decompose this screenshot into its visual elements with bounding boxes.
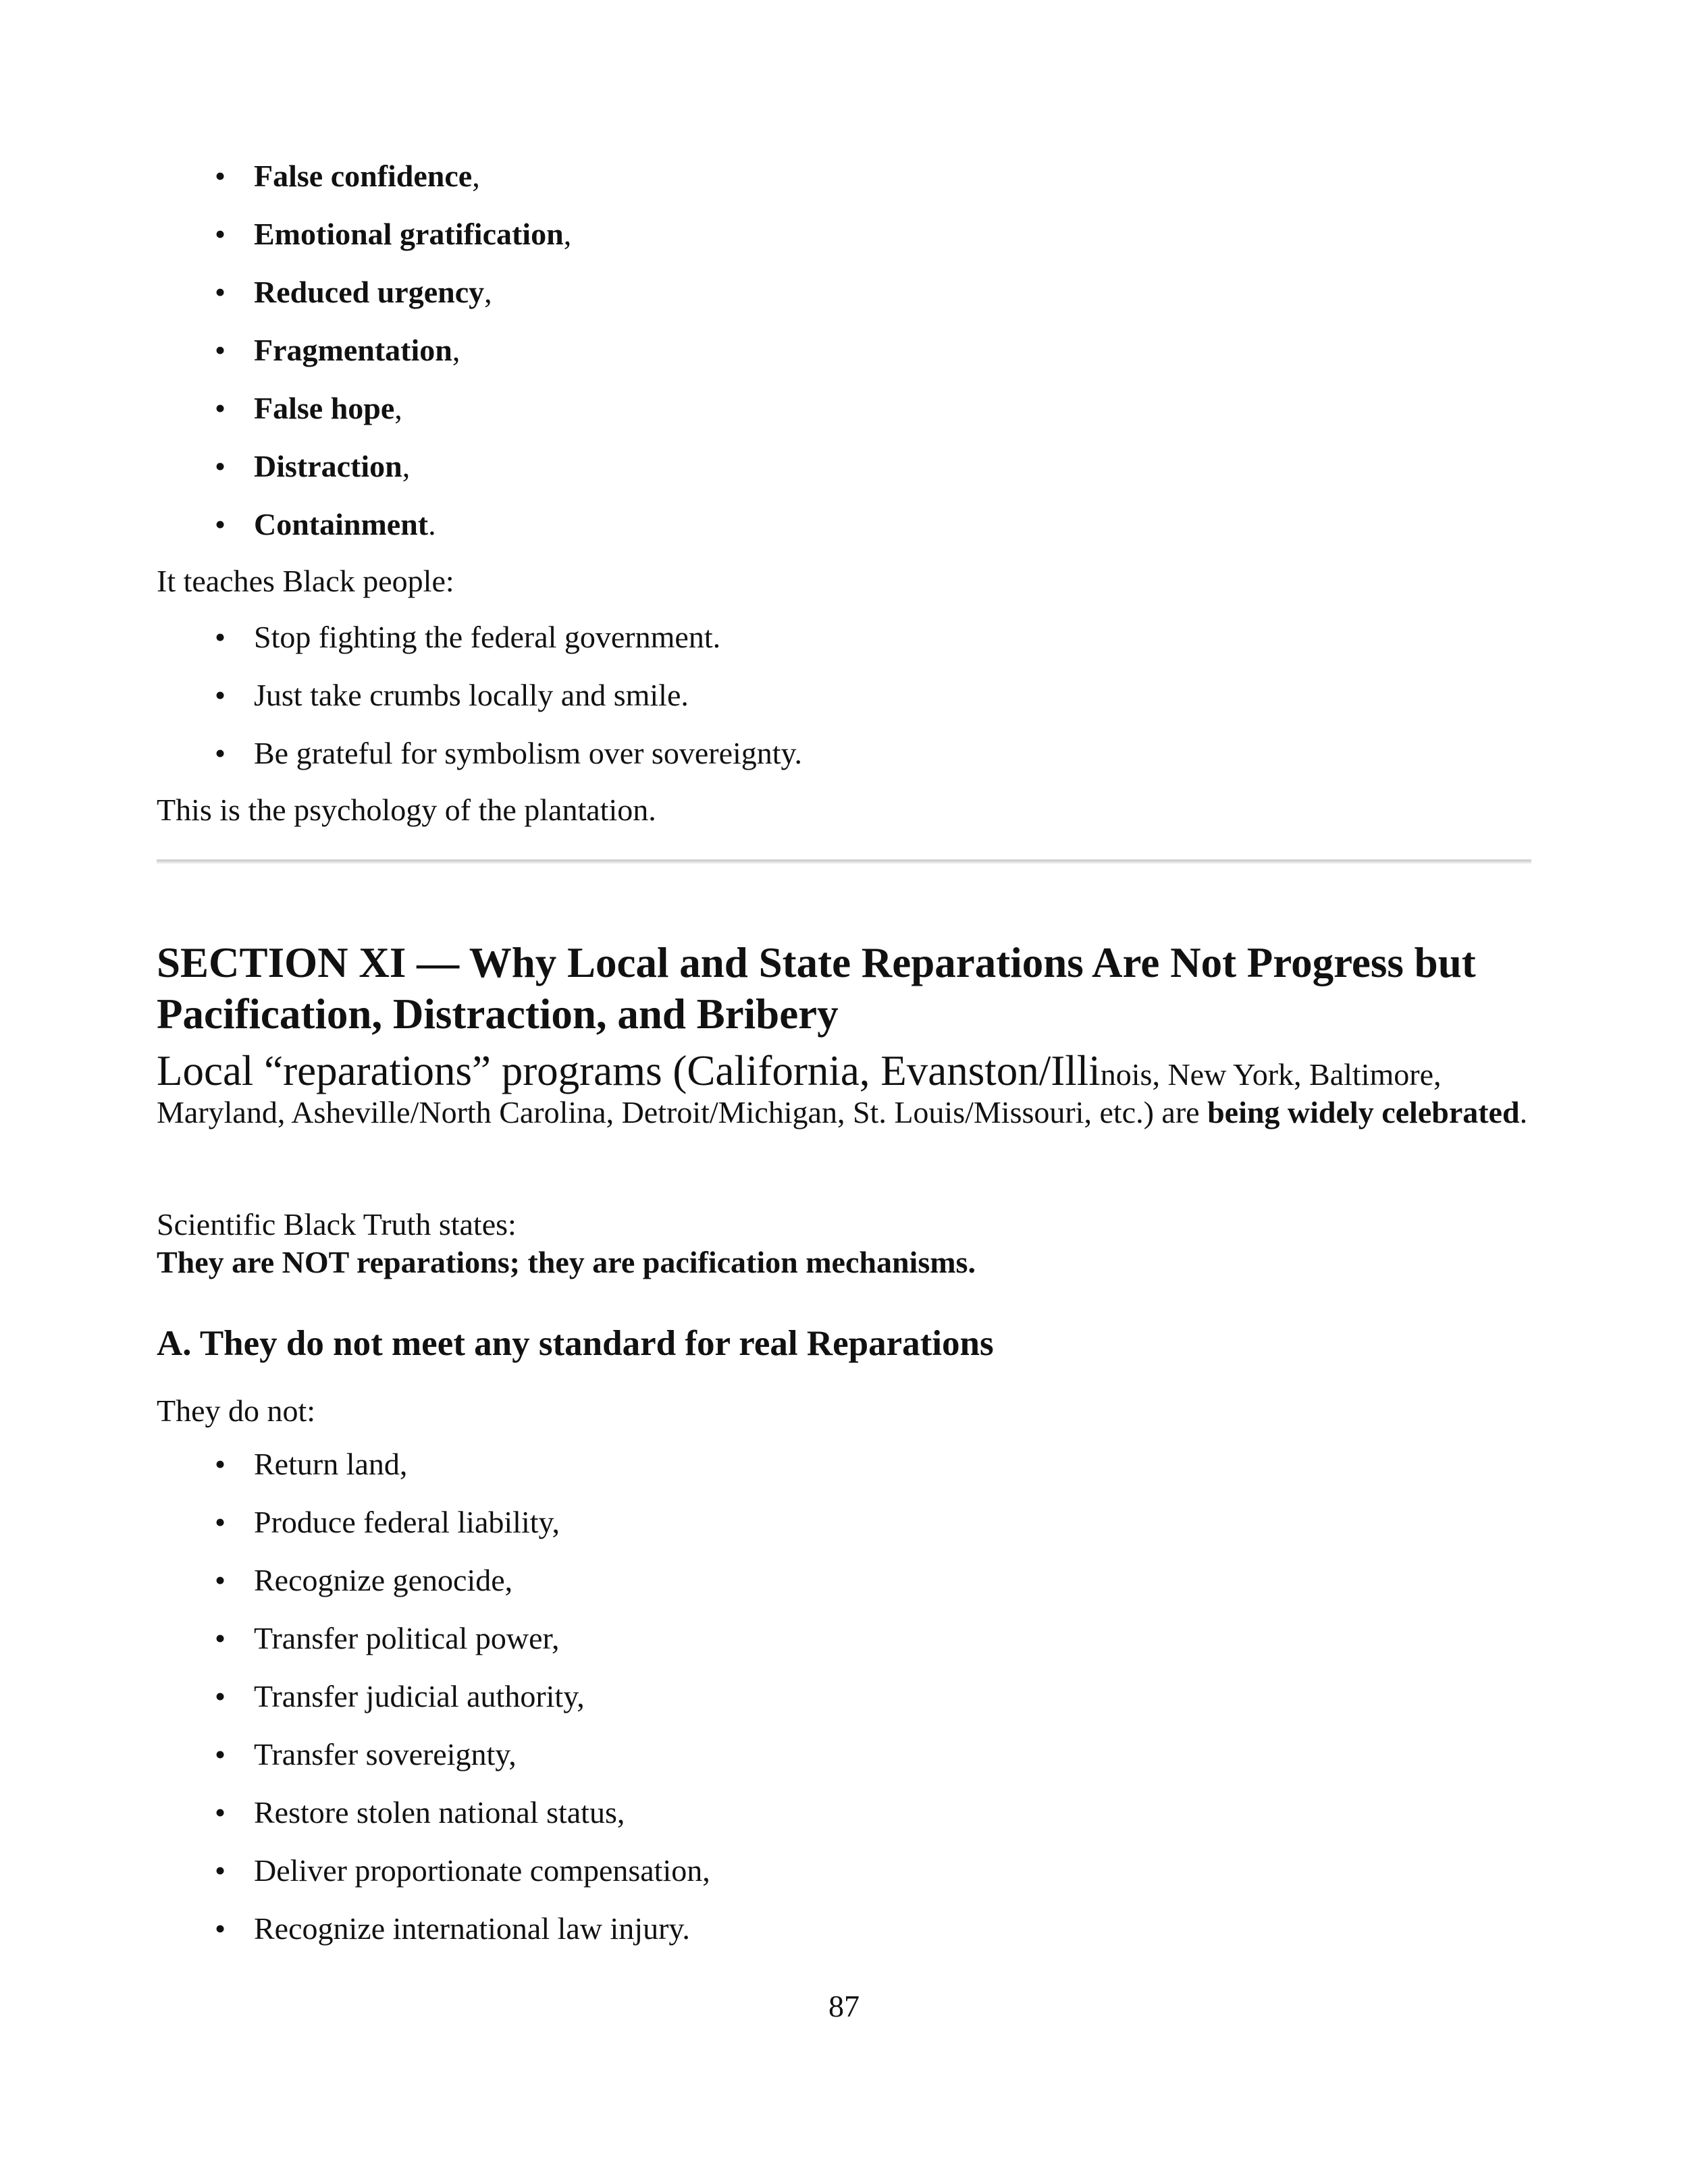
list-item-bold: False confidence bbox=[254, 159, 473, 193]
subheading-a: A. They do not meet any standard for real Reparations bbox=[157, 1324, 994, 1363]
bullet-icon: • bbox=[215, 333, 226, 367]
bullet-icon: • bbox=[215, 1853, 226, 1888]
list-item-text: Recognize international law injury. bbox=[254, 1911, 690, 1946]
lead-paragraph bbox=[157, 1047, 1541, 1131]
list-item-punct: , bbox=[484, 275, 492, 309]
lead-end: . bbox=[1519, 1095, 1528, 1129]
bullet-icon: • bbox=[215, 620, 226, 654]
lead-bold-text: being widely celebrated bbox=[1207, 1095, 1520, 1129]
bullet-icon: • bbox=[215, 507, 226, 541]
they-do-not-intro: They do not: bbox=[157, 1393, 316, 1428]
list-item-text: Transfer judicial authority, bbox=[254, 1679, 585, 1713]
bullet-icon: • bbox=[215, 1621, 226, 1655]
list-item-text: Transfer sovereignty, bbox=[254, 1737, 517, 1772]
bullet-icon: • bbox=[215, 1679, 226, 1713]
plantation-line: This is the psychology of the plantation. bbox=[157, 793, 656, 827]
list-item-punct: . bbox=[428, 507, 436, 541]
teaches-intro: It teaches Black people: bbox=[157, 564, 454, 598]
bullet-icon: • bbox=[215, 1447, 226, 1481]
bullet-icon: • bbox=[215, 1737, 226, 1772]
bullet-icon: • bbox=[215, 1795, 226, 1830]
list-item-bold: False hope bbox=[254, 391, 395, 425]
list-item-text: Return land, bbox=[254, 1447, 408, 1481]
list-item-bold: Emotional gratification bbox=[254, 217, 564, 251]
lead-small-text: nois, New York, Baltimore, Maryland, Asheville/North Carolina, Detroit/Michigan, St. Louis/Missouri, etc.) are bbox=[157, 1057, 1442, 1129]
list-item-text: Be grateful for symbolism over sovereignty. bbox=[254, 736, 803, 770]
list-item-punct: , bbox=[394, 391, 402, 425]
section-heading: SECTION XI — Why Local and State Reparations Are Not Progress but Pacification, Distraction, and Bribery bbox=[157, 939, 1476, 1038]
bullet-icon: • bbox=[215, 159, 226, 193]
list-item-text: Recognize genocide, bbox=[254, 1563, 513, 1597]
list-item-text: Restore stolen national status, bbox=[254, 1795, 625, 1830]
bullet-icon: • bbox=[215, 275, 226, 309]
list-item-text: Stop fighting the federal government. bbox=[254, 620, 721, 654]
truth-statement: They are NOT reparations; they are pacification mechanisms. bbox=[157, 1245, 976, 1279]
truth-intro: Scientific Black Truth states: bbox=[157, 1207, 517, 1242]
lead-large-text: Local “reparations” programs (California, Evanston/Illi bbox=[157, 1047, 1101, 1094]
list-item-bold: Fragmentation bbox=[254, 333, 452, 367]
list-item-punct: , bbox=[563, 217, 572, 251]
bullet-icon: • bbox=[215, 391, 226, 425]
list-item-bold: Containment bbox=[254, 507, 429, 541]
bullet-icon: • bbox=[215, 449, 226, 483]
list-item-punct: , bbox=[402, 449, 411, 483]
page-number: 87 bbox=[828, 1989, 860, 2023]
bullet-icon: • bbox=[215, 1911, 226, 1946]
section-divider bbox=[157, 859, 1531, 863]
bullet-icon: • bbox=[215, 1563, 226, 1597]
list-item-bold: Distraction bbox=[254, 449, 402, 483]
bullet-icon: • bbox=[215, 736, 226, 770]
list-item-punct: , bbox=[452, 333, 460, 367]
bullet-icon: • bbox=[215, 217, 226, 251]
list-item-text: Deliver proportionate compensation, bbox=[254, 1853, 710, 1888]
bullet-icon: • bbox=[215, 1505, 226, 1539]
bullet-icon: • bbox=[215, 678, 226, 712]
list-item-text: Just take crumbs locally and smile. bbox=[254, 678, 689, 712]
list-item-bold: Reduced urgency bbox=[254, 275, 485, 309]
list-item-text: Transfer political power, bbox=[254, 1621, 560, 1655]
list-item-text: Produce federal liability, bbox=[254, 1505, 560, 1539]
list-item-punct: , bbox=[472, 159, 480, 193]
